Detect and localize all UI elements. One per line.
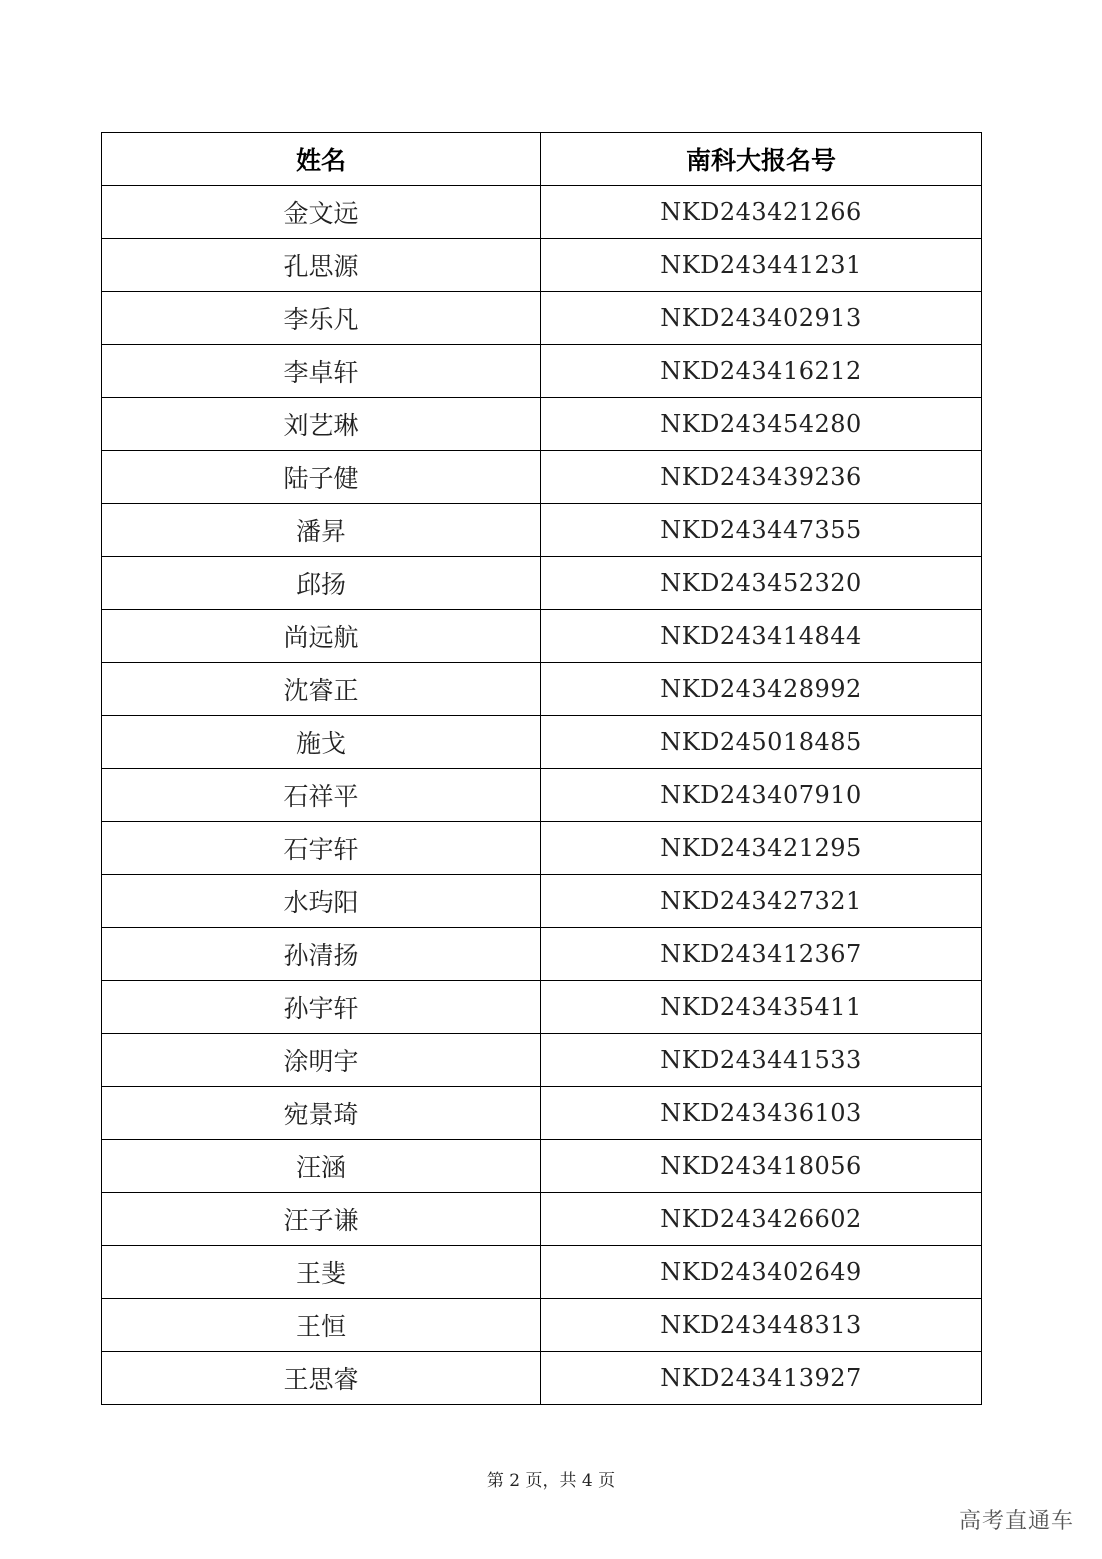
table-row: [102, 398, 982, 451]
table-row: [102, 716, 982, 769]
table-row: [102, 1299, 982, 1352]
table-row: [102, 1140, 982, 1193]
registration-id-cell: NKD243414844: [541, 610, 982, 663]
student-name-cell: 王斐: [102, 1246, 541, 1299]
registration-id-cell: NKD243427321: [541, 875, 982, 928]
student-name-cell: 潘昇: [102, 504, 541, 557]
table-row: [102, 345, 982, 398]
student-name-cell: 邱扬: [102, 557, 541, 610]
table-row: [102, 557, 982, 610]
table-row: [102, 1246, 982, 1299]
registration-id-cell: NKD243452320: [541, 557, 982, 610]
student-name-cell: 孙宇轩: [102, 981, 541, 1034]
student-name-cell: 汪涵: [102, 1140, 541, 1193]
student-name-cell: 沈睿正: [102, 663, 541, 716]
registration-id-cell: NKD243435411: [541, 981, 982, 1034]
registration-id-cell: NKD245018485: [541, 716, 982, 769]
table-row: [102, 292, 982, 345]
registration-id-cell: NKD243421295: [541, 822, 982, 875]
registration-id-cell: NKD243447355: [541, 504, 982, 557]
student-name-cell: 汪子谦: [102, 1193, 541, 1246]
student-name-cell: 李卓轩: [102, 345, 541, 398]
student-name-cell: 石宇轩: [102, 822, 541, 875]
student-name-cell: 王思睿: [102, 1352, 541, 1405]
page-number: 第 2 页，共 4 页: [486, 1471, 616, 1491]
student-name-cell: 王恒: [102, 1299, 541, 1352]
table-row: [102, 451, 982, 504]
student-name-cell: 陆子健: [102, 451, 541, 504]
table-row: [102, 1034, 982, 1087]
registration-id-cell: NKD243402913: [541, 292, 982, 345]
table-row: [102, 663, 982, 716]
table-row: [102, 1352, 982, 1405]
registration-id-cell: NKD243436103: [541, 1087, 982, 1140]
student-name-cell: 涂明宇: [102, 1034, 541, 1087]
table-row: [102, 1087, 982, 1140]
student-name-cell: 孙清扬: [102, 928, 541, 981]
student-name-cell: 石祥平: [102, 769, 541, 822]
registration-id-cell: NKD243426602: [541, 1193, 982, 1246]
registration-id-cell: NKD243454280: [541, 398, 982, 451]
registration-id-cell: NKD243402649: [541, 1246, 982, 1299]
table-header-row: [102, 133, 982, 186]
registration-id-cell: NKD243421266: [541, 186, 982, 239]
student-name-cell: 李乐凡: [102, 292, 541, 345]
registration-id-cell: NKD243439236: [541, 451, 982, 504]
student-name-cell: 尚远航: [102, 610, 541, 663]
table-row: [102, 610, 982, 663]
table-row: [102, 928, 982, 981]
header-registration-id: 南科大报名号: [541, 133, 982, 186]
student-name-cell: 孔思源: [102, 239, 541, 292]
registration-table: [101, 132, 982, 1405]
table-row: [102, 875, 982, 928]
header-name: 姓名: [102, 133, 541, 186]
registration-id-cell: NKD243413927: [541, 1352, 982, 1405]
table-row: [102, 769, 982, 822]
registration-id-cell: NKD243441231: [541, 239, 982, 292]
table-row: [102, 822, 982, 875]
registration-id-cell: NKD243416212: [541, 345, 982, 398]
table-body: [102, 186, 982, 1405]
student-name-cell: 宛景琦: [102, 1087, 541, 1140]
table-row: [102, 239, 982, 292]
student-name-cell: 刘艺琳: [102, 398, 541, 451]
table-row: [102, 981, 982, 1034]
table-row: [102, 1193, 982, 1246]
student-name-cell: 施戈: [102, 716, 541, 769]
table-row: [102, 504, 982, 557]
registration-id-cell: NKD243407910: [541, 769, 982, 822]
registration-id-cell: NKD243418056: [541, 1140, 982, 1193]
watermark-text: 高考直通车: [958, 1509, 1074, 1534]
registration-id-cell: NKD243412367: [541, 928, 982, 981]
registration-id-cell: NKD243448313: [541, 1299, 982, 1352]
table-row: [102, 186, 982, 239]
student-name-cell: 金文远: [102, 186, 541, 239]
registration-id-cell: NKD243441533: [541, 1034, 982, 1087]
student-name-cell: 水玙阳: [102, 875, 541, 928]
registration-id-cell: NKD243428992: [541, 663, 982, 716]
